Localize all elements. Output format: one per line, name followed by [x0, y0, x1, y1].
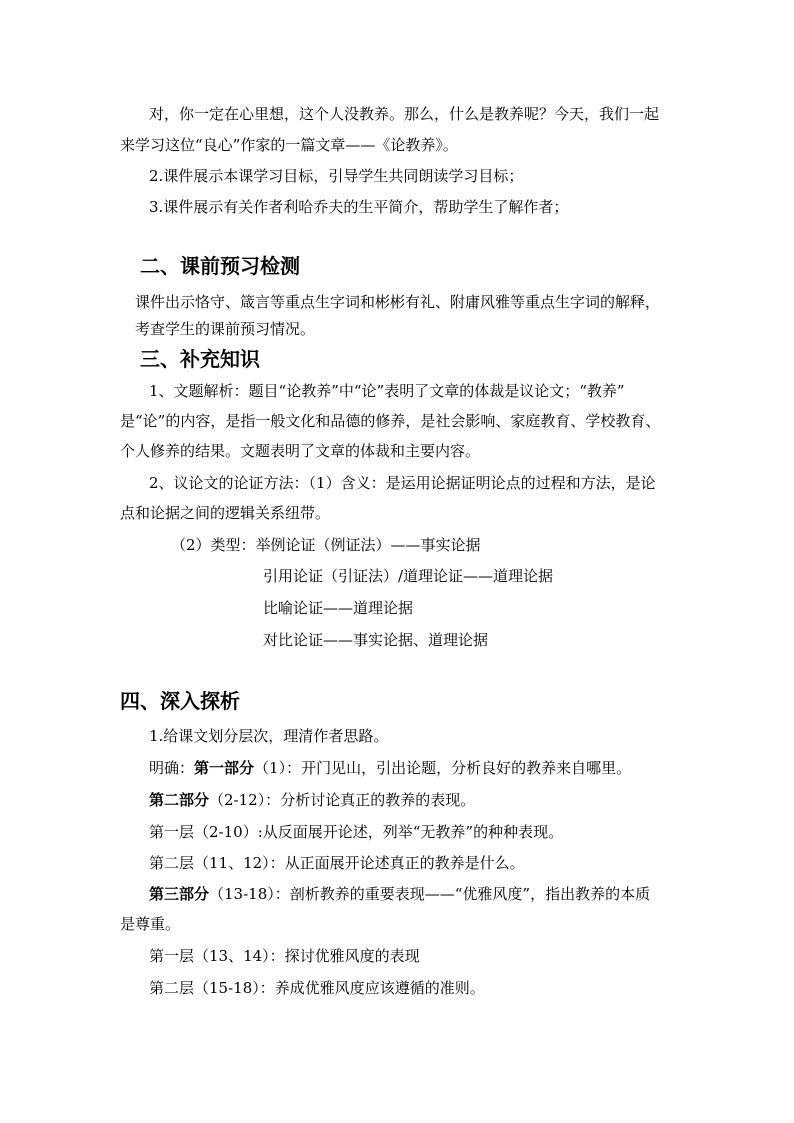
- intro-item-2: 2.课件展示本课学习目标，引导学生共同朗读学习目标；: [149, 167, 524, 185]
- part-3-continuation: 是尊重。: [120, 915, 181, 933]
- layer-2-line: 第二层（11、12）：从正面展开论述真正的教养是什么。: [149, 854, 525, 872]
- section-4-heading: 四、深入探析: [120, 689, 240, 713]
- section-2-line-2: 考查学生的课前预习情况。: [135, 320, 316, 338]
- intro-paragraph-line-1: 对，你一定在心里想，这个人没教养。那么，什么是教养呢？今天，我们一起: [149, 105, 660, 123]
- layer-3-line: 第一层（13、14）：探讨优雅风度的表现: [149, 947, 420, 965]
- layer-1-line: 第一层（2-10）:从反面展开论述，列举“无教养”的种种表现。: [149, 823, 564, 841]
- intro-item-3: 3.课件展示有关作者利哈乔夫的生平简介，帮助学生了解作者；: [149, 198, 569, 216]
- argument-type-3: 比喻论证——道理论据: [263, 599, 414, 617]
- part-2-text: （2-12）：分析讨论真正的教养的表现。: [209, 791, 476, 809]
- part-2-label: 第二部分: [149, 791, 210, 809]
- section-3-p2-line-2: 点和论据之间的逻辑关系纽带。: [120, 504, 331, 522]
- part-2-line: [149, 790, 475, 810]
- section-3-heading: 三、补充知识: [140, 347, 260, 371]
- section-3-p1-line-3: 个人修养的结果。文题表明了文章的体裁和主要内容。: [120, 442, 481, 460]
- section-2-line-1: 课件出示恪守、箴言等重点生字词和彬彬有礼、附庸风雅等重点生字词的解释，: [135, 293, 661, 311]
- section-2-heading: 二、课前预习检测: [140, 254, 300, 278]
- intro-paragraph-line-2: 来学习这位“良心”作家的一篇文章——《论教养》。: [120, 136, 458, 154]
- section-3-p1-line-2: 是“论”的内容，是指一般文化和品德的修养，是社会影响、家庭教育、学校教育、: [120, 412, 661, 430]
- argument-types-label: （2）类型：举例论证（例证法）——事实论据: [171, 536, 481, 554]
- section-3-p1-line-1: 1、文题解析：题目“论教养”中“论”表明了文章的体裁是议论文；“教养”: [149, 382, 625, 400]
- section-4-item-1: 1.给课文划分层次，理清作者思路。: [149, 727, 389, 745]
- argument-type-4: 对比论证——事实论据、道理论据: [263, 631, 489, 649]
- part-3-line: [149, 884, 650, 904]
- layer-4-line: 第二层（15-18）：养成优雅风度应该遵循的准则。: [149, 979, 485, 997]
- mingque-label: 明确：: [149, 759, 195, 777]
- argument-type-2: 引用论证（引证法）/道理论证——道理论据: [263, 567, 554, 585]
- section-3-p2-line-1: 2、议论文的论证方法：（1）含义：是运用论据证明论点的过程和方法，是论: [149, 474, 656, 492]
- part-3-text: （13-18）：剖析教养的重要表现——“优雅风度”，指出教养的本质: [209, 885, 651, 903]
- part-1-text: （1）：开门见山，引出论题，分析良好的教养来自哪里。: [254, 759, 632, 777]
- part-3-label: 第三部分: [149, 885, 210, 903]
- part-1-label: 第一部分: [194, 759, 255, 777]
- part-1-line: [149, 758, 631, 778]
